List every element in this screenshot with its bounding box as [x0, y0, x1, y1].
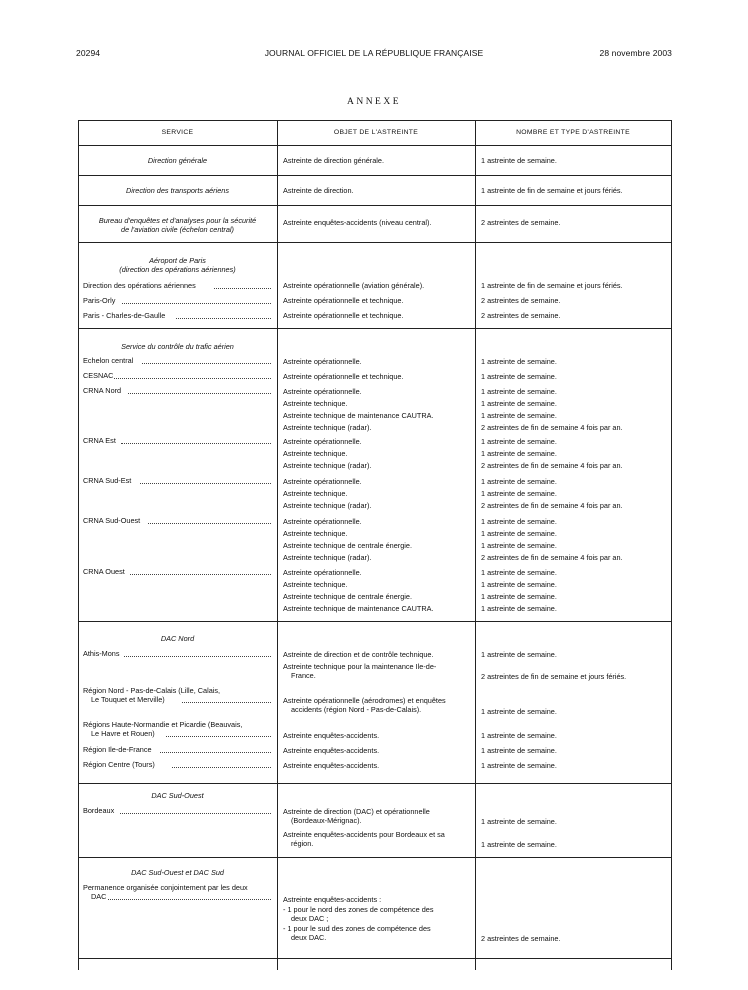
leader-dots	[114, 378, 271, 379]
leader-dots	[140, 483, 271, 484]
astreinte-object: Astreinte enquêtes-accidents pour Bordeaux et sa	[283, 830, 445, 839]
astreinte-count: 2 astreintes de fin de semaine et jours fériés.	[481, 672, 627, 681]
row-divider	[78, 242, 672, 243]
leader-dots	[172, 767, 271, 768]
astreinte-object: Astreinte technique.	[283, 529, 348, 538]
astreinte-count: 1 astreinte de semaine.	[481, 529, 557, 538]
service-name: CRNA Nord	[83, 386, 122, 395]
service-name: Echelon central	[83, 356, 134, 365]
service-name: Paris - Charles-de-Gaulle	[83, 311, 166, 320]
astreinte-object: Astreinte de direction générale.	[283, 156, 385, 165]
astreinte-count: 1 astreinte de semaine.	[481, 156, 557, 165]
astreinte-object: Astreinte technique.	[283, 399, 348, 408]
astreinte-object: Astreinte opérationnelle (aérodromes) et enquêtes	[283, 696, 446, 705]
astreinte-object: Astreinte de direction (DAC) et opérationnelle	[283, 807, 430, 816]
leader-dots	[122, 303, 271, 304]
service-name: Région Ile-de-France	[83, 745, 152, 754]
annex-title: ANNEXE	[346, 97, 402, 107]
astreinte-object: Astreinte technique (radar).	[283, 501, 372, 510]
astreinte-object: Astreinte technique (radar).	[283, 461, 372, 470]
astreinte-count: 1 astreinte de semaine.	[481, 840, 557, 849]
leader-dots	[120, 813, 271, 814]
astreinte-count: 2 astreintes de fin de semaine 4 fois par an.	[481, 553, 623, 562]
astreinte-object: Astreinte opérationnelle (aviation générale).	[283, 281, 425, 290]
astreinte-count: 1 astreinte de semaine.	[481, 604, 557, 613]
page-number: 20294	[76, 48, 101, 58]
astreinte-object: Astreinte de direction.	[283, 186, 354, 195]
astreinte-count: 1 astreinte de semaine.	[481, 372, 557, 381]
astreinte-object: (Bordeaux-Mérignac).	[291, 816, 362, 825]
astreinte-count: 2 astreintes de semaine.	[481, 296, 561, 305]
service-name: CESNAC	[83, 371, 114, 380]
astreinte-object: - 1 pour le sud des zones de compétence des	[283, 924, 431, 933]
astreinte-count: 1 astreinte de semaine.	[481, 817, 557, 826]
row-divider	[78, 328, 672, 329]
column-header-objet: OBJET DE L'ASTREINTE	[333, 129, 419, 136]
leader-dots	[128, 393, 271, 394]
section-title: Service du contrôle du trafic aérien	[121, 342, 234, 351]
astreinte-object: Astreinte opérationnelle.	[283, 437, 362, 446]
astreinte-object: Astreinte technique.	[283, 580, 348, 589]
astreinte-count: 1 astreinte de semaine.	[481, 541, 557, 550]
astreinte-count: 1 astreinte de semaine.	[481, 411, 557, 420]
leader-dots	[108, 899, 271, 900]
astreinte-count: 2 astreintes de semaine.	[481, 934, 561, 943]
astreinte-object: Astreinte technique de maintenance CAUTRA.	[283, 604, 434, 613]
column-header-nombre: NOMBRE ET TYPE D'ASTREINTE	[516, 129, 630, 136]
service-name: Région Nord - Pas-de-Calais (Lille, Calais,	[83, 686, 221, 695]
astreinte-object: deux DAC.	[291, 933, 327, 942]
astreinte-object: Astreinte technique.	[283, 449, 348, 458]
section-title: Bureau d'enquêtes et d'analyses pour la sécurité	[98, 216, 257, 225]
astreinte-count: 2 astreintes de fin de semaine 4 fois par an.	[481, 461, 623, 470]
table-border-top	[78, 120, 672, 121]
leader-dots	[166, 736, 271, 737]
row-divider	[78, 175, 672, 176]
astreinte-object: Astreinte opérationnelle et technique.	[283, 311, 404, 320]
astreinte-object: Astreinte opérationnelle et technique.	[283, 296, 404, 305]
astreinte-count: 1 astreinte de semaine.	[481, 477, 557, 486]
astreinte-count: 1 astreinte de semaine.	[481, 517, 557, 526]
astreinte-count: 1 astreinte de semaine.	[481, 761, 557, 770]
astreinte-object: Astreinte technique de centrale énergie.	[283, 592, 412, 601]
astreinte-object: Astreinte opérationnelle et technique.	[283, 372, 404, 381]
row-divider	[78, 783, 672, 784]
astreinte-count: 1 astreinte de semaine.	[481, 580, 557, 589]
leader-dots	[142, 363, 271, 364]
astreinte-object: Astreinte technique.	[283, 489, 348, 498]
journal-title: JOURNAL OFFICIEL DE LA RÉPUBLIQUE FRANÇAISE	[264, 48, 484, 58]
astreinte-object: deux DAC ;	[291, 914, 329, 923]
astreinte-count: 1 astreinte de semaine.	[481, 746, 557, 755]
astreinte-count: 2 astreintes de semaine.	[481, 218, 561, 227]
astreinte-count: 1 astreinte de semaine.	[481, 731, 557, 740]
astreinte-object: Astreinte enquêtes-accidents.	[283, 761, 380, 770]
service-name: CRNA Sud-Ouest	[83, 516, 141, 525]
section-title: DAC Nord	[160, 634, 195, 643]
astreinte-count: 1 astreinte de semaine.	[481, 437, 557, 446]
table-border-left	[78, 120, 79, 970]
service-name: DAC	[91, 892, 107, 901]
leader-dots	[121, 443, 271, 444]
service-name: Direction des opérations aériennes	[83, 281, 196, 290]
astreinte-object: Astreinte technique pour la maintenance Ile-de-	[283, 662, 437, 671]
leader-dots	[182, 702, 271, 703]
service-name: Régions Haute-Normandie et Picardie (Beauvais,	[83, 720, 243, 729]
astreinte-count: 1 astreinte de semaine.	[481, 568, 557, 577]
leader-dots	[148, 523, 271, 524]
astreinte-count: 2 astreintes de semaine.	[481, 311, 561, 320]
astreinte-count: 1 astreinte de semaine.	[481, 707, 557, 716]
astreinte-count: 1 astreinte de semaine.	[481, 449, 557, 458]
astreinte-count: 1 astreinte de fin de semaine et jours fériés.	[481, 281, 623, 290]
astreinte-object: accidents (région Nord - Pas-de-Calais).	[291, 705, 422, 714]
section-title: Direction générale	[147, 156, 208, 165]
astreinte-object: Astreinte opérationnelle.	[283, 568, 362, 577]
leader-dots	[214, 288, 271, 289]
astreinte-count: 1 astreinte de semaine.	[481, 387, 557, 396]
service-name: Le Touquet et Merville)	[91, 695, 165, 704]
section-title: Direction des transports aériens	[125, 186, 229, 195]
astreinte-object: - 1 pour le nord des zones de compétence des	[283, 905, 434, 914]
row-divider	[78, 857, 672, 858]
service-name: Athis-Mons	[83, 649, 120, 658]
astreinte-count: 1 astreinte de fin de semaine et jours fériés.	[481, 186, 623, 195]
astreinte-count: 1 astreinte de semaine.	[481, 399, 557, 408]
astreinte-object: Astreinte enquêtes-accidents.	[283, 731, 380, 740]
astreinte-object: Astreinte enquêtes-accidents.	[283, 746, 380, 755]
section-title: (direction des opérations aériennes)	[119, 265, 236, 274]
service-name: Permanence organisée conjointement par les deux	[83, 883, 248, 892]
astreinte-count: 1 astreinte de semaine.	[481, 650, 557, 659]
row-divider	[78, 958, 672, 959]
leader-dots	[130, 574, 271, 575]
section-title: Aéroport de Paris	[149, 256, 206, 265]
astreinte-count: 1 astreinte de semaine.	[481, 357, 557, 366]
astreinte-object: Astreinte technique de maintenance CAUTRA.	[283, 411, 434, 420]
row-divider	[78, 621, 672, 622]
service-name: Bordeaux	[83, 806, 115, 815]
service-name: CRNA Ouest	[83, 567, 125, 576]
astreinte-table	[78, 120, 672, 970]
section-title: DAC Sud-Ouest	[151, 791, 204, 800]
astreinte-object: Astreinte enquêtes-accidents (niveau central).	[283, 218, 432, 227]
astreinte-object: Astreinte opérationnelle.	[283, 517, 362, 526]
service-name: CRNA Est	[83, 436, 116, 445]
astreinte-object: Astreinte de direction et de contrôle technique.	[283, 650, 434, 659]
section-title: de l'aviation civile (échelon central)	[121, 225, 234, 234]
astreinte-object: Astreinte technique (radar).	[283, 423, 372, 432]
astreinte-object: Astreinte opérationnelle.	[283, 357, 362, 366]
column-divider	[475, 120, 476, 970]
astreinte-count: 2 astreintes de fin de semaine 4 fois par an.	[481, 501, 623, 510]
leader-dots	[160, 752, 271, 753]
column-header-service: SERVICE	[161, 129, 194, 136]
astreinte-object: région.	[291, 839, 314, 848]
astreinte-object: Astreinte enquêtes-accidents :	[283, 895, 382, 904]
leader-dots	[176, 318, 271, 319]
astreinte-object: Astreinte technique (radar).	[283, 553, 372, 562]
issue-date: 28 novembre 2003	[599, 48, 672, 58]
astreinte-count: 1 astreinte de semaine.	[481, 489, 557, 498]
row-divider	[78, 205, 672, 206]
service-name: Paris-Orly	[83, 296, 116, 305]
leader-dots	[124, 656, 271, 657]
section-title: DAC Sud-Ouest et DAC Sud	[131, 868, 224, 877]
astreinte-object: Astreinte technique de centrale énergie.	[283, 541, 412, 550]
astreinte-count: 2 astreintes de fin de semaine 4 fois par an.	[481, 423, 623, 432]
service-name: CRNA Sud-Est	[83, 476, 132, 485]
header-divider	[78, 145, 672, 146]
table-border-right	[671, 120, 672, 970]
service-name: Région Centre (Tours)	[83, 760, 155, 769]
service-name: Le Havre et Rouen)	[91, 729, 155, 738]
astreinte-object: Astreinte opérationnelle.	[283, 477, 362, 486]
astreinte-object: France.	[291, 671, 316, 680]
column-divider	[277, 120, 278, 970]
astreinte-object: Astreinte opérationnelle.	[283, 387, 362, 396]
astreinte-count: 1 astreinte de semaine.	[481, 592, 557, 601]
